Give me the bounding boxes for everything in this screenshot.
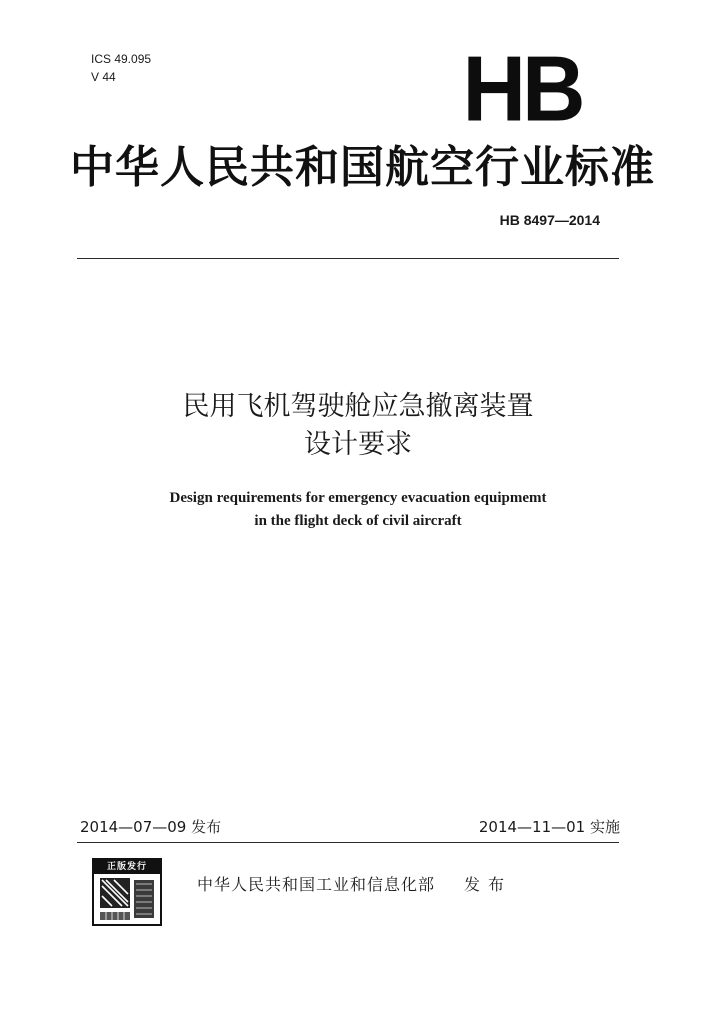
hb-logo: HB [462,36,582,141]
chinese-title-line-1: 民用飞机驾驶舱应急撤离装置 [182,391,534,422]
standard-number: HB 8497—2014 [499,212,600,228]
top-divider [77,258,619,259]
publish-label: 发布 [464,875,513,894]
standard-body-title: 中华人民共和国航空行业标准 [70,142,655,193]
classification-code: V 44 [91,70,116,84]
chinese-title-line-2: 设计要求 [304,429,412,460]
authenticity-stamp [92,858,162,926]
english-title-line-2: in the flight deck of civil aircraft [254,513,462,529]
implementation-date: 2014—11—01 实施 [478,818,620,836]
bottom-divider [77,842,619,843]
issue-date: 2014—07—09 发布 [80,818,222,836]
ics-code: ICS 49.095 [91,52,152,66]
stamp-label: 正版发行 [94,860,160,874]
english-title-line-1: Design requirements for emergency evacuation equipmemt [169,490,547,506]
stamp-emblem-icon [94,874,160,924]
publisher-name: 中华人民共和国工业和信息化部 [197,875,436,894]
classification-codes [91,50,151,86]
